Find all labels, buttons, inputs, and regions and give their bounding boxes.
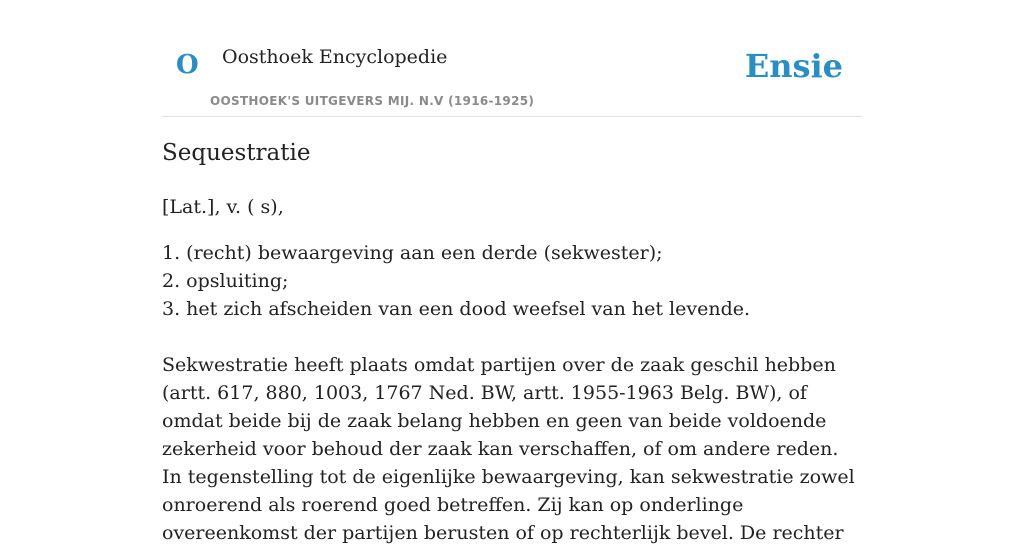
ensie-brand-link[interactable]: Ensie — [744, 47, 843, 85]
entry-title: Sequestratie — [162, 140, 311, 166]
definition-item: 3. het zich afscheiden van een dood weefsel van het levende. — [162, 298, 751, 320]
definition-item: 1. (recht) bewaargeving aan een derde (sekwester); — [162, 242, 663, 264]
entry-body: Sekwestratie heeft plaats omdat partijen over de zaak geschil hebben (artt. 617, 880, 1003, 1767 Ned. BW, artt. 1955-1963 Belg. BW), of omdat beide bij de zaak belang hebben en geen van beide voldoende zekerheid voor behoud der zaak kan verschaffen, of om andere reden. In tegenstelling tot de eigenlijke bewaargeving, kan sekwestratie zowel onroerend als roerend goed betreffen. Zij kan op onderlinge overeenkomst der partijen berusten of op rechterlijk bevel. De rechter — [162, 354, 855, 544]
page — [162, 0, 862, 544]
entry-etymology: [Lat.], v. ( s), — [162, 196, 284, 218]
publisher-label: OOSTHOEK'S UITGEVERS MIJ. N.V (1916-1925) — [210, 94, 535, 108]
definition-item: 2. opsluiting; — [162, 270, 289, 292]
encyclopedia-title[interactable]: Oosthoek Encyclopedie — [222, 46, 448, 68]
encyclopedia-logo[interactable]: O — [176, 50, 199, 80]
definition-list — [162, 239, 862, 323]
site-header — [162, 0, 862, 117]
